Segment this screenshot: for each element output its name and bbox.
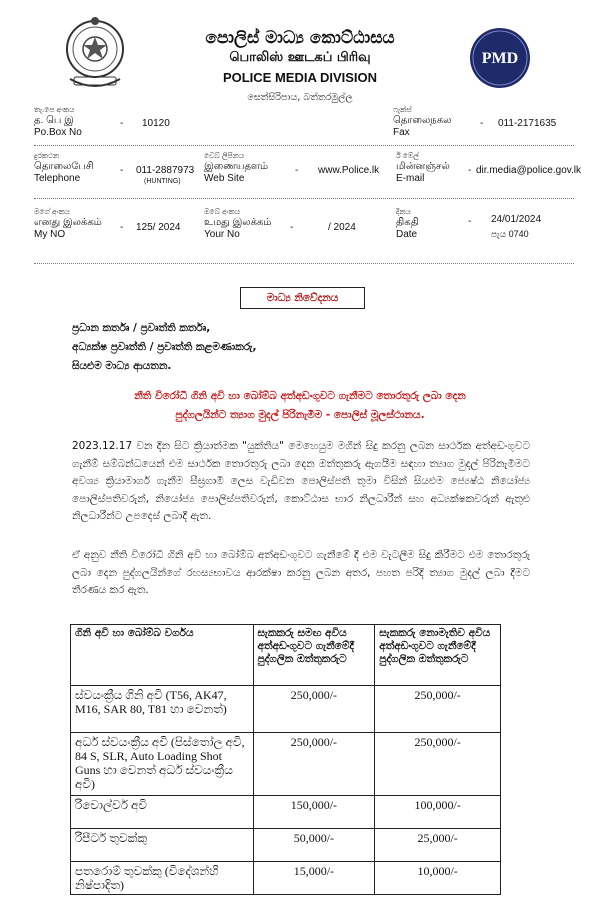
title-tamil: பொலிஸ் ஊடகப் பிரிவு [229, 50, 371, 65]
table-cell-category: ස්වයංක්‍රීය ගිනි අවි (T56, AK47, M16, SAR 80, T81 හා වෙනත්) [71, 686, 254, 733]
your-no-label: ඔබේ අංකය உமது இலக்கம் Your No [204, 207, 272, 240]
body-paragraph: ඒ අනුව නීති විරෝධී ගිනි අවි හා බෝම්බ අත්අඩංගුවට ගැනීමේ දී එම වැටලීම සිදු කිරීමට එම තොරතුරු ලබා දෙන පුද්ගලයින්ගේ රහස්‍යභාවය ආරක්ෂා කරනු ලබන අතර, පහත පරිදි ත්‍යාග මුදල් ලබා දීමට තීරණය කර ඇත. [72, 549, 530, 596]
table-cell-without-suspect: 250,000/- [375, 686, 501, 733]
table-cell-without-suspect: 250,000/- [375, 733, 501, 796]
telephone-note: (HUNTING) [144, 178, 181, 185]
pobox-label: තැ.පෙ අංකය த. பெ இ Po.Box No [34, 105, 82, 138]
table-cell-category: පතරොම් තුවක්කු (විදේශන්හි නිෂ්පාදිත) [71, 862, 254, 895]
pmd-logo-text: PMD [481, 50, 519, 67]
date-label: දිනය திகதி Date [396, 207, 419, 240]
my-no-value: 125/ 2024 [136, 222, 181, 233]
my-no-label: මගේ අංකය எனது இலக்கம் My NO [34, 207, 102, 240]
table-cell-category: රිවොල්වර් අවි [71, 796, 254, 829]
table-row [71, 796, 501, 829]
table-header: සැකකරු නොමැතිව අවිය අත්අඩංගුවට ගැනීමේදී පුද්ගලික ඔත්තුකරුට [375, 625, 501, 686]
table-cell-without-suspect: 10,000/- [375, 862, 501, 895]
table-row [71, 686, 501, 733]
date-value: 24/01/2024 [491, 214, 542, 225]
fax-value: 011-2171635 [498, 118, 557, 129]
divider [34, 145, 574, 146]
time-value: පැය 0740 [491, 229, 529, 239]
your-no-value: / 2024 [328, 222, 356, 233]
subject-line: නීති විරෝධී ගිනි අවි හා බෝම්බ අත්අඩංගුවට ගැනීමට තොරතුරු ලබා දෙන [134, 390, 466, 402]
body-paragraph: 2023.12.17 වන දින සිට ක්‍රියාත්මක "යුක්තිය" මෙහෙයුම මගින් සිදු කරනු ලබන සාර්ථක අත්අඩංගුවට ගැනීම් සම්බන්ධයෙන් එම සාර්ථක තොරතුරු ලබා දෙන ඔත්තුකරු ඇගයීම සඳහා ත්‍යාග මුදල් පිරිනැමීමට අවශ්‍ය ක්‍රියාමාර්ග ගැනීම සීඝ්‍රගාමී ලෙස වැඩිවන පොලිස්පති තුමා විසින් සියළුම ජ්‍යෙෂ්ඨ නියෝජ්‍ය පොලිස්පතිවරුන්, නියෝජ්‍ය පොලිස්පතිවරුන්, කොට්ඨාස භාර නිලධාරීන් සහ අධ්‍යක්ෂකවරුන් ඇතුළු නිලධාරීන්ට උපදෙස් ලබාදී ඇත. [72, 440, 530, 522]
notice-title: මාධ්‍ය නිවේදනය [240, 287, 365, 309]
table-cell-without-suspect: 25,000/- [375, 829, 501, 862]
telephone-value: 011-2887973 [136, 165, 195, 176]
addressee-line: ප්‍රධාන කර්තෘ / ප්‍රවෘත්ති කර්තෘ, [72, 322, 211, 334]
table-row [71, 733, 501, 796]
divider [34, 263, 574, 264]
table-header: ගිනි අවි හා බෝම්බ වර්ගය [71, 625, 254, 686]
pobox-value: 10120 [142, 118, 170, 129]
address: සෙත්සිරිපාය, බත්තරමුල්ල [247, 92, 353, 103]
subject-line: පුද්ගලයින්ට ත්‍යාග මුදල් පිරිනැමීම - පොලිස් මූලස්ථානය. [175, 409, 425, 421]
addressee-line: සියළුම මාධ්‍ය ආයතන. [72, 360, 172, 372]
table-cell-with-suspect: 50,000/- [253, 829, 375, 862]
telephone-label: දුරකථන தொலைபேசி Telephone [34, 151, 94, 184]
table-header-row [71, 625, 501, 686]
website-link[interactable]: www.Police.lk [318, 165, 380, 176]
table-row [71, 862, 501, 895]
title-english: POLICE MEDIA DIVISION [222, 70, 378, 85]
email-label: ඊ මේල් மின்னஞ்சல் E-mail [396, 151, 450, 184]
table-cell-category: අර්ධ ස්වයංක්‍රීය අවි (පිස්තෝල අවි, 84 S, SLR, Auto Loading Shot Guns හා වෙනත් අර්ධ ස්වයංක්‍රීය අවි) [71, 733, 254, 796]
email-link[interactable]: dir.media@police.gov.lk [476, 165, 582, 176]
title-sinhala: පොලිස් මාධ්‍ය කොට්ඨාසය [205, 28, 395, 48]
table-cell-with-suspect: 250,000/- [253, 733, 375, 796]
website-label: වෙබ් ලිපිනය இணையதளம் Web Site [204, 151, 269, 184]
table-cell-with-suspect: 150,000/- [253, 796, 375, 829]
fax-label: ෆැක්ස් தொலைநகல Fax [393, 105, 452, 138]
table-cell-without-suspect: 100,000/- [375, 796, 501, 829]
table-cell-category: රිපීටර් තුවක්කු [71, 829, 254, 862]
divider [34, 198, 574, 199]
table-cell-with-suspect: 15,000/- [253, 862, 375, 895]
addressee-line: අධ්‍යක්ෂ ප්‍රවෘත්ති / ප්‍රවෘත්ති කළමණාකරු, [72, 341, 257, 353]
table-row [71, 829, 501, 862]
rewards-table [70, 624, 501, 895]
table-header: සැකකරු සමඟ අවිය අත්අඩංගුවට ගැනීමේදී පුද්ගලික ඔත්තුකරුට [253, 625, 375, 686]
table-cell-with-suspect: 250,000/- [253, 686, 375, 733]
press-release-page: PMD පොලිස් මාධ්‍ය කොට්ඨාසය பொலிஸ் ஊடகப் பிரிவு POLICE MEDIA DIVISION සෙත්සිරිපාය, බත්තරමුල්ල තැ.පෙ අංකය த. பெ இ Po.Box No - 10120 ෆැක්ස් தொலைநகல Fax - 011-2171635 දුරකථන தொலைபேசி Telephone - 011-2887973 (HUNTING) වෙබ් ලිපිනය இணையதளம் Web Site - www.Police.lk ඊ මේල් மின்னஞ்சல் E-mail - dir.media@police.gov.lk මගේ අංකය எனது இலக்கம் My NO - 125/ 2024 ඔබේ අංකය உமது இலக்கம் Your No - / 2024 දිනය திகதி Date - 24/01/2024 පැය 0740 මාධ්‍ය නිවේදනය ප්‍රධාන කර්තෘ / ප්‍රවෘත්ති කර්තෘ, අධ්‍යක්ෂ ප්‍රවෘත්ති / ප්‍රවෘත්ති කළමණාකරු, සියළුම මාධ්‍ය ආයතන. නීති විරෝධී ගිනි අවි හා බෝම්බ අත්අඩංගුවට ගැනීමට තොරතුරු ලබා දෙන පුද්ගලයින්ට ත්‍යාග මුදල් පිරිනැමීම - පොලිස් මූලස්ථානය. 2023.12.17 වන දින සිට ක්‍රියාත්මක "යුක්තිය" මෙහෙයුම මගින් සිදු කරනු ලබන සාර්ථක අත්අඩංගුවට ගැනීම් සම්බන්ධයෙන් එම සාර්ථක තොරතුරු ලබා දෙන ඔත්තුකරු ඇගයීම සඳහා ත්‍යාග මුදල් පිරිනැමීමට අවශ්‍ය ක්‍රියාමාර්ග ගැනීම සීඝ්‍රගාමී ලෙස වැඩිවන පොලිස්පති තුමා විසින් සියළුම ජ්‍යෙෂ්ඨ නියෝජ්‍ය පොලිස්පතිවරුන්, නියෝජ්‍ය පොලිස්පතිවරුන්, කොට්ඨාස භාර නිලධාරීන් සහ අධ්‍යක්ෂකවරුන් ඇතුළු නිලධාරීන්ට උපදෙස් ලබාදී ඇත. ඒ අනුව නීති විරෝධී ගිනි අවි හා බෝම්බ අත්අඩංගුවට ගැනීමේ දී එම වැටලීම සිදු කිරීමට එම තොරතුරු ලබා දෙන පුද්ගලයින්ගේ රහස්‍යභාවය ආරක්ෂා කරනු ලබන අතර, පහත පරිදි ත්‍යාග මුදල් ලබා දීමට තීරණය කර ඇත. ගිනි අවි හා බෝම්බ වර්ගය සැකකරු සමඟ අවිය අත්අඩංගුවට ගැනීමේදී පුද්ගලික ඔත්තුකරුට සැකකරු නොමැතිව අවිය අත්අඩංගුවට ගැනීමේදී පුද්ගලික ඔත්තුකරුට ස්වයංක්‍රීය ගිනි අවි (T56, AK47, M16, SAR 80, T81 හා වෙනත්) 250,000/- 250,000/- අර්ධ ස්වයංක්‍රීය අවි (පිස්තෝල අවි, 84 S, SLR, Auto Loading Shot Guns හා වෙනත් අර්ධ ස්වයංක්‍රීය අවි) 250,000/- 250,000/- රිවොල්වර් අවි 150,000/- 100,000/- රිපීටර් තුවක්කු 50,000/- 25,000/- පතරොම් තුවක්කු (විදේශන්හි නිෂ්පාදිත) 15,000/- 10,000/- [0, 0, 600, 918]
